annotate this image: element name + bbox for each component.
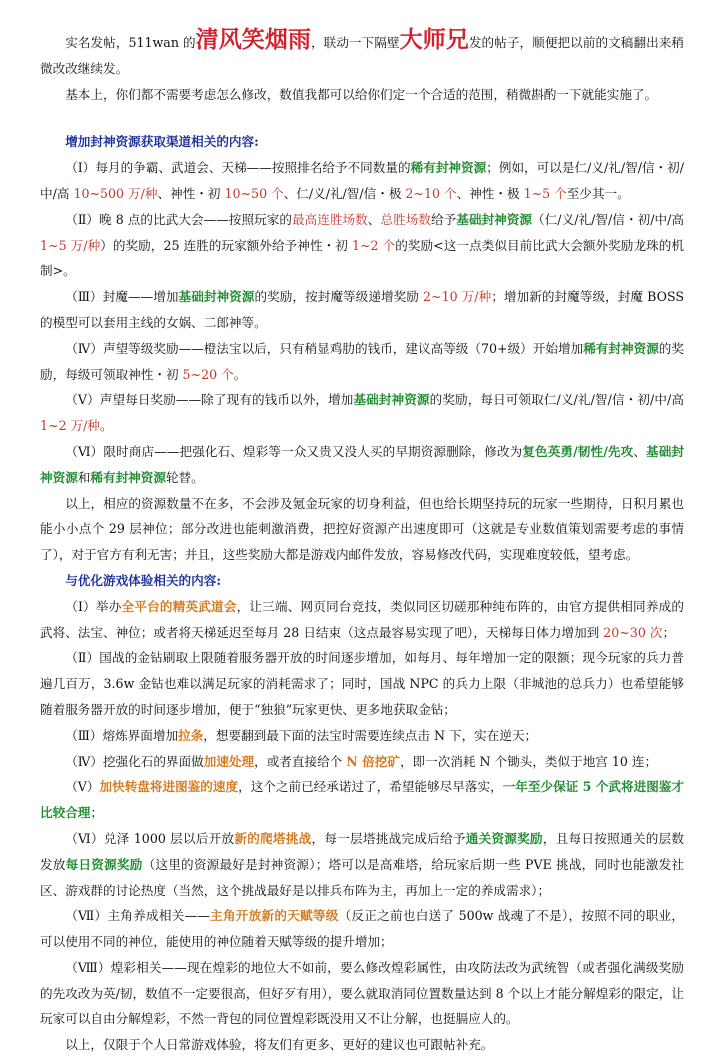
text-run: 基本上，你们都不需要考虑怎么修改，数值我都可以给你们定一个合适的范围，稍微斟酌一下就能实施了。: [65, 86, 658, 102]
text-run: 轮替。: [165, 469, 204, 485]
highlight-text: 1~5 个: [523, 185, 567, 201]
text-run: 增加封神资源获取渠道相关的内容:: [65, 134, 259, 150]
paragraph: [40, 645, 684, 722]
highlight-text: 10~50 个: [224, 185, 284, 201]
text-run: （Ⅱ）国战的金钻刷取上限随着服务器开放的时间逐步增加，如每月、每年增加一定的限额；现今玩家的兵力普遍几百万，3.6w 金钻也难以满足玩家的消耗需求了；同时，国战 NPC 的兵力上限（非城池的总兵力）也希望能够随着服务器开放的时间逐步增加，便于“独狼”玩家更快、更多地获取金钻；: [40, 650, 684, 717]
section-heading: [40, 568, 684, 594]
text-run: （Ⅳ）挖强化石的界面做: [65, 753, 204, 769]
paragraph: [40, 774, 684, 826]
text-run: （Ⅰ）举办: [65, 598, 122, 614]
text-run: （Ⅵ）兑泽 1000 层以后开放: [65, 830, 235, 846]
text-run: 、仁/义/礼/智/信・极: [283, 185, 406, 201]
highlight-text: 基础封神资源: [353, 392, 430, 408]
text-run: 、: [633, 443, 647, 459]
paragraph: [40, 826, 684, 903]
highlight-text: 2~10 万/种: [423, 289, 492, 305]
text-run: ；: [662, 624, 676, 640]
highlight-text: 加快转盘将进图鉴的速度: [99, 779, 239, 795]
paragraph: [40, 723, 684, 749]
highlight-text: 1~5 万/种: [40, 237, 101, 253]
highlight-text: 全平台的精英武道会: [121, 598, 237, 614]
highlight-text: 主角开放新的天赋等级: [209, 908, 339, 924]
highlight-text: 大师兄: [399, 26, 469, 53]
paragraph: [40, 903, 684, 955]
highlight-text: 新的爬塔挑战: [234, 830, 312, 846]
text-run: 以上，相应的资源数量不在多，不会涉及氪金玩家的切身利益，但也给长期坚持玩的玩家一些期待，日积月累也能小小点个 29 层神位；部分改进也能刺激消费，把控好资源产出速度即可（这就是专业数值策划需要考虑的事情了），对于官方有利无害；并且，这些奖励大都是游戏内邮件发放，容易修改代码，实现难度较低，望考虑。: [40, 495, 684, 563]
text-run: （Ⅲ）熔炼界面增加: [65, 727, 179, 743]
text-run: （Ⅶ）主角养成相关——: [65, 908, 210, 924]
paragraph: [40, 82, 684, 108]
text-run: 、神性・极: [456, 185, 524, 201]
text-run: ）的奖励，25 连胜的玩家额外给予神性・初: [100, 237, 352, 253]
paragraph: [40, 207, 684, 284]
text-run: （Ⅴ）声望每日奖励——除了现有的钱币以外，增加: [65, 392, 354, 408]
highlight-text: 1~2 万/种: [40, 418, 101, 434]
text-run: 至少其一。: [566, 185, 630, 201]
text-run: ；: [90, 805, 103, 821]
text-run: （Ⅷ）煌彩相关——现在煌彩的地位大不如前，要么修改煌彩属性，由攻防法改为武统智（或者强化满级奖励的先攻改为英/韧，数值不一定要很高，但好歹有用），要么就取消同位置数量达到 8 个以上才能分解煌彩的限定，让玩家可以自由分解煌彩，不然一背包的同位置煌彩既没用又不让分解，也挺膈应人的。: [40, 959, 684, 1027]
paragraph: [40, 955, 684, 1032]
text-run: ，这个之前已经承诺过了，希望能够尽早落实，: [238, 779, 503, 795]
text-run: 。: [233, 366, 247, 382]
highlight-text: 拉条: [178, 727, 204, 743]
highlight-text: 稀有封神资源: [90, 469, 166, 485]
highlight-text: N 倍挖矿: [346, 753, 400, 769]
highlight-text: 基础封神资源: [178, 289, 255, 305]
text-run: （Ⅵ）限时商店——把强化石、煌彩等一众又贵又没人买的早期资源删除，修改为: [65, 443, 523, 459]
text-run: （这里的资源最好是封神资源）；塔可以是高难塔，给玩家后期一些 PVE 挑战，同时也能激发社区、游戏群的讨论热度（当然，这个挑战最好是以排兵布阵为主，再加上一定的养成需求）；: [40, 856, 685, 898]
text-run: 的奖励<这一点类似目前比武大会额外奖励龙珠的机制>。: [40, 237, 684, 279]
text-run: ，联动一下隔壁: [311, 35, 400, 50]
highlight-text: 每日资源奖励: [65, 856, 143, 872]
text-run: ，且每日按照通关的层数发放: [40, 830, 685, 872]
highlight-text: 10~500 万/种: [73, 185, 158, 201]
text-run: ，每一层塔挑战完成后给予: [311, 830, 466, 846]
paragraph: [40, 336, 684, 388]
paragraph: [40, 387, 684, 439]
text-run: 的奖励，每级可领取神性・初: [40, 340, 684, 382]
highlight-text: 加速处理: [203, 753, 255, 769]
text-run: 和: [77, 469, 91, 485]
highlight-text: 稀有封神资源: [583, 340, 659, 356]
text-run: 、神性・初: [157, 185, 225, 201]
text-run: 给予: [430, 211, 457, 227]
highlight-text: 基础封神资源: [456, 211, 533, 227]
text-run: 、: [367, 211, 381, 227]
text-run: 。: [100, 418, 113, 434]
text-run: ；例如，可以是仁/义/礼/智/信・初/中/高: [40, 160, 685, 201]
paragraph: [40, 26, 685, 82]
paragraph: [40, 594, 684, 646]
highlight-text: 一年至少保证 5 个武将进图鉴才比较合理: [40, 779, 684, 821]
text-run: （反正之前也白送了 500w 战魂了不是），按照不同的职业，可以使用不同的神位，能使用的神位随着天赋等级的提升增加；: [40, 908, 685, 950]
text-run: ，即一次消耗 N 个锄头，类似于地宫 10 连；: [399, 753, 658, 769]
text-run: （Ⅲ）封魔——增加: [65, 289, 179, 305]
text-run: 以上，仅限于个人日常游戏体验，将友们有更多、更好的建议也可跟帖补充。: [65, 1037, 494, 1053]
text-run: ；增加新的封魔等级，封魔 BOSS 的模型可以套用主线的女娲、二郎神等。: [40, 289, 684, 330]
highlight-text: 通关资源奖励: [465, 830, 543, 846]
paragraph: [40, 1032, 684, 1058]
paragraph: [40, 749, 684, 775]
text-run: （Ⅴ）: [65, 779, 100, 795]
highlight-text: 复色英勇/韧性/先攻: [522, 443, 634, 459]
highlight-text: 基础封神资源: [40, 443, 685, 485]
paragraph: [40, 284, 684, 336]
text-run: （Ⅱ）晚 8 点的比武大会——按照玩家的: [65, 211, 292, 227]
paragraph: [40, 439, 684, 491]
highlight-text: 稀有封神资源: [410, 160, 487, 176]
text-run: 的奖励，每日可领取仁/义/礼/智/信・初/中/高: [429, 392, 684, 408]
highlight-text: 最高连胜场数: [291, 211, 368, 227]
text-run: （Ⅳ）声望等级奖励——橙法宝以后，只有稍显鸡肋的钱币，建议高等级（70+级）开始增加: [65, 340, 584, 356]
text-run: ，让三端、网页同台竞技，类似同区切磋那种纯布阵的，由官方提供相同养成的武将、法宝、神位；或者将天梯延迟至每月 28 日结束（这点最容易实现了吧），天梯每日体力增加到: [40, 598, 684, 640]
text-run: 发的帖子，顺便把以前的文稿翻出来稍微改改继续发。: [40, 35, 685, 76]
paragraph: [40, 491, 684, 568]
highlight-text: 2~10 个: [405, 185, 457, 201]
paragraph: [40, 155, 684, 207]
text-run: 与优化游戏体验相关的内容:: [65, 572, 221, 588]
text-run: 的奖励，按封魔等级递增奖励: [254, 289, 423, 305]
highlight-text: 20~30 次: [603, 624, 663, 640]
highlight-text: 1~2 个: [351, 237, 396, 253]
highlight-text: 5~20 个: [182, 366, 234, 382]
text-run: ，或者直接给个: [254, 753, 347, 769]
text-run: ，想要翻到最下面的法宝时需要连续点击 N 下，实在逆天；: [203, 727, 538, 743]
text-run: （仁/义/礼/智/信・初/中/高: [532, 211, 684, 227]
highlight-text: 总胜场数: [380, 211, 431, 227]
section-heading: [40, 129, 684, 155]
text-run: （Ⅰ）每月的争霸、武道会、天梯——按照排名给予不同数量的: [65, 160, 411, 176]
text-run: 实名发帖，511wan 的: [65, 35, 196, 50]
highlight-text: 清风笑烟雨: [195, 26, 312, 53]
